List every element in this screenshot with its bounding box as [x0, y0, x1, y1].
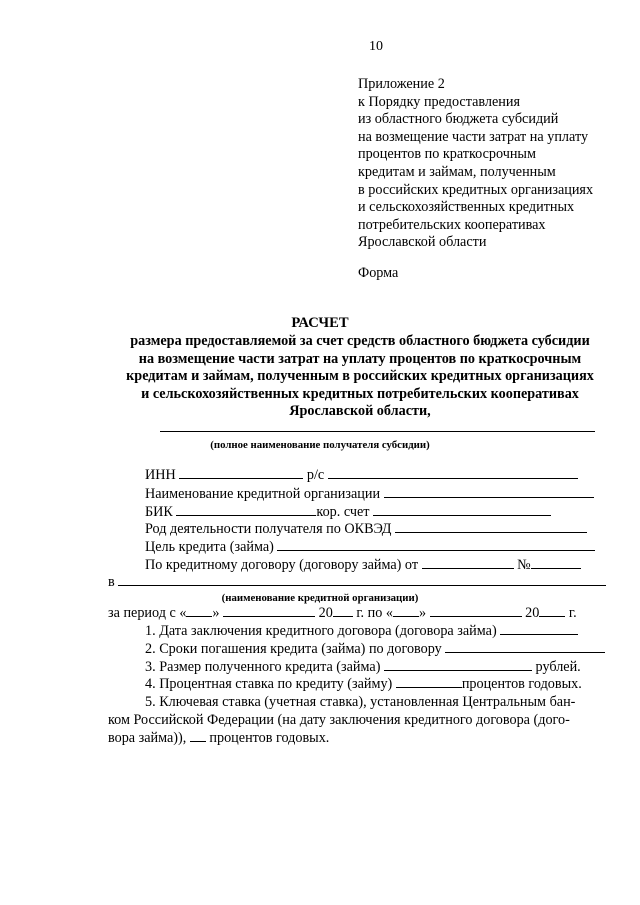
subtitle-line: на возмещение части затрат на уплату процентов по краткосрочным — [138, 350, 582, 367]
item-4-label: 4. Процентная ставка по кредиту (займу) — [145, 676, 393, 692]
item-5-line-3-a: вора займа)), — [108, 730, 187, 746]
appendix-line: к Порядку предоставления — [358, 93, 520, 110]
bank-in-field[interactable] — [118, 573, 606, 586]
period-row — [108, 604, 577, 622]
period-start-year-field[interactable] — [333, 604, 353, 617]
period-year-suffix-2: г. — [568, 605, 577, 621]
period-close-quote-2: » — [418, 605, 427, 621]
okved-field[interactable] — [395, 520, 587, 533]
appendix-header — [358, 76, 593, 252]
contract-number-sign: № — [517, 557, 531, 573]
item-1-row — [145, 622, 578, 640]
bank-in-label: в — [108, 574, 115, 590]
purpose-label: Цель кредита (займа) — [145, 539, 274, 555]
corr-account-field[interactable] — [373, 503, 551, 516]
inn-row — [145, 466, 578, 484]
recipient-name-line[interactable] — [160, 431, 595, 432]
okved-row — [145, 520, 587, 538]
okved-label: Род деятельности получателя по ОКВЭД — [145, 521, 392, 537]
appendix-line: и сельскохозяйственных кредитных — [358, 199, 575, 216]
appendix-line: кредитам и займам, полученным — [358, 163, 556, 180]
period-end-year-field[interactable] — [539, 604, 565, 617]
item-2-row — [145, 640, 605, 658]
document-title: РАСЧЕТ — [291, 315, 349, 331]
bik-field[interactable] — [176, 503, 316, 516]
contract-row — [145, 556, 581, 574]
document-subtitle — [100, 333, 620, 421]
contract-date-field[interactable] — [422, 556, 514, 569]
item-4-field[interactable] — [396, 675, 462, 688]
item-2-label: 2. Сроки погашения кредита (займа) по договору — [145, 641, 442, 657]
recipient-name-caption: (полное наименование получателя субсидии) — [210, 439, 430, 451]
appendix-line: из областного бюджета субсидий — [358, 111, 559, 128]
appendix-line: Ярославской области — [358, 234, 487, 251]
bank-name-field[interactable] — [384, 485, 594, 498]
account-field[interactable] — [328, 466, 578, 479]
item-3-row — [145, 658, 581, 676]
bank-name-row — [145, 485, 594, 503]
item-1-label: 1. Дата заключения кредитного договора (договора займа) — [145, 623, 497, 639]
contract-label: По кредитному договору (договору займа) от — [145, 557, 419, 573]
period-year-prefix-2: 20 — [525, 605, 540, 621]
item-5-line-3 — [108, 729, 329, 747]
inn-label: ИНН — [145, 467, 176, 483]
period-year-prefix: 20 — [318, 605, 333, 621]
period-year-suffix: г. по « — [356, 605, 393, 621]
purpose-field[interactable] — [277, 538, 595, 551]
item-1-field[interactable] — [500, 622, 578, 635]
page-number: 10 — [369, 39, 383, 54]
period-prefix: за период с « — [108, 605, 187, 621]
bank-name-label: Наименование кредитной организации — [145, 486, 381, 502]
bik-row — [145, 503, 551, 521]
item-5-field[interactable] — [190, 729, 206, 742]
item-3-unit: рублей. — [535, 659, 581, 675]
period-start-day-field[interactable] — [186, 604, 212, 617]
period-close-quote: » — [212, 605, 220, 621]
appendix-line: Приложение 2 — [358, 76, 445, 92]
subtitle-line: и сельскохозяйственных кредитных потребительских кооперативах — [141, 385, 579, 402]
contract-number-field[interactable] — [531, 556, 581, 569]
item-2-field[interactable] — [445, 640, 605, 653]
appendix-line: процентов по краткосрочным — [358, 146, 536, 163]
item-5-line-1: 5. Ключевая ставка (учетная ставка), установленная Центральным бан- — [145, 694, 576, 710]
subtitle-line: Ярославской области, — [289, 403, 431, 420]
account-label: р/с — [306, 467, 325, 483]
subtitle-line: размера предоставляемой за счет средств областного бюджета субсидии — [130, 333, 590, 349]
form-label: Форма — [358, 265, 399, 281]
appendix-line: потребительских кооперативах — [358, 216, 546, 233]
period-end-month-field[interactable] — [430, 604, 522, 617]
period-start-month-field[interactable] — [223, 604, 315, 617]
item-4-row — [145, 675, 582, 693]
period-end-day-field[interactable] — [393, 604, 419, 617]
corr-account-label: кор. счет — [316, 504, 370, 520]
bik-label: БИК — [145, 504, 173, 520]
item-5-line-2: ком Российской Федерации (на дату заключения кредитного договора (дого- — [108, 712, 570, 728]
subtitle-line: кредитам и займам, полученным в российских кредитных организациях — [126, 368, 594, 385]
item-4-unit: процентов годовых. — [461, 676, 582, 692]
item-3-field[interactable] — [384, 658, 532, 671]
inn-field[interactable] — [179, 466, 303, 479]
item-5-line-3-b: процентов годовых. — [209, 730, 330, 746]
bank-in-row — [108, 573, 606, 591]
purpose-row — [145, 538, 595, 556]
appendix-line: на возмещение части затрат на уплату — [358, 128, 589, 145]
item-3-label: 3. Размер полученного кредита (займа) — [145, 659, 381, 675]
appendix-line: в российских кредитных организациях — [358, 181, 594, 198]
bank-caption: (наименование кредитной организации) — [221, 592, 419, 604]
